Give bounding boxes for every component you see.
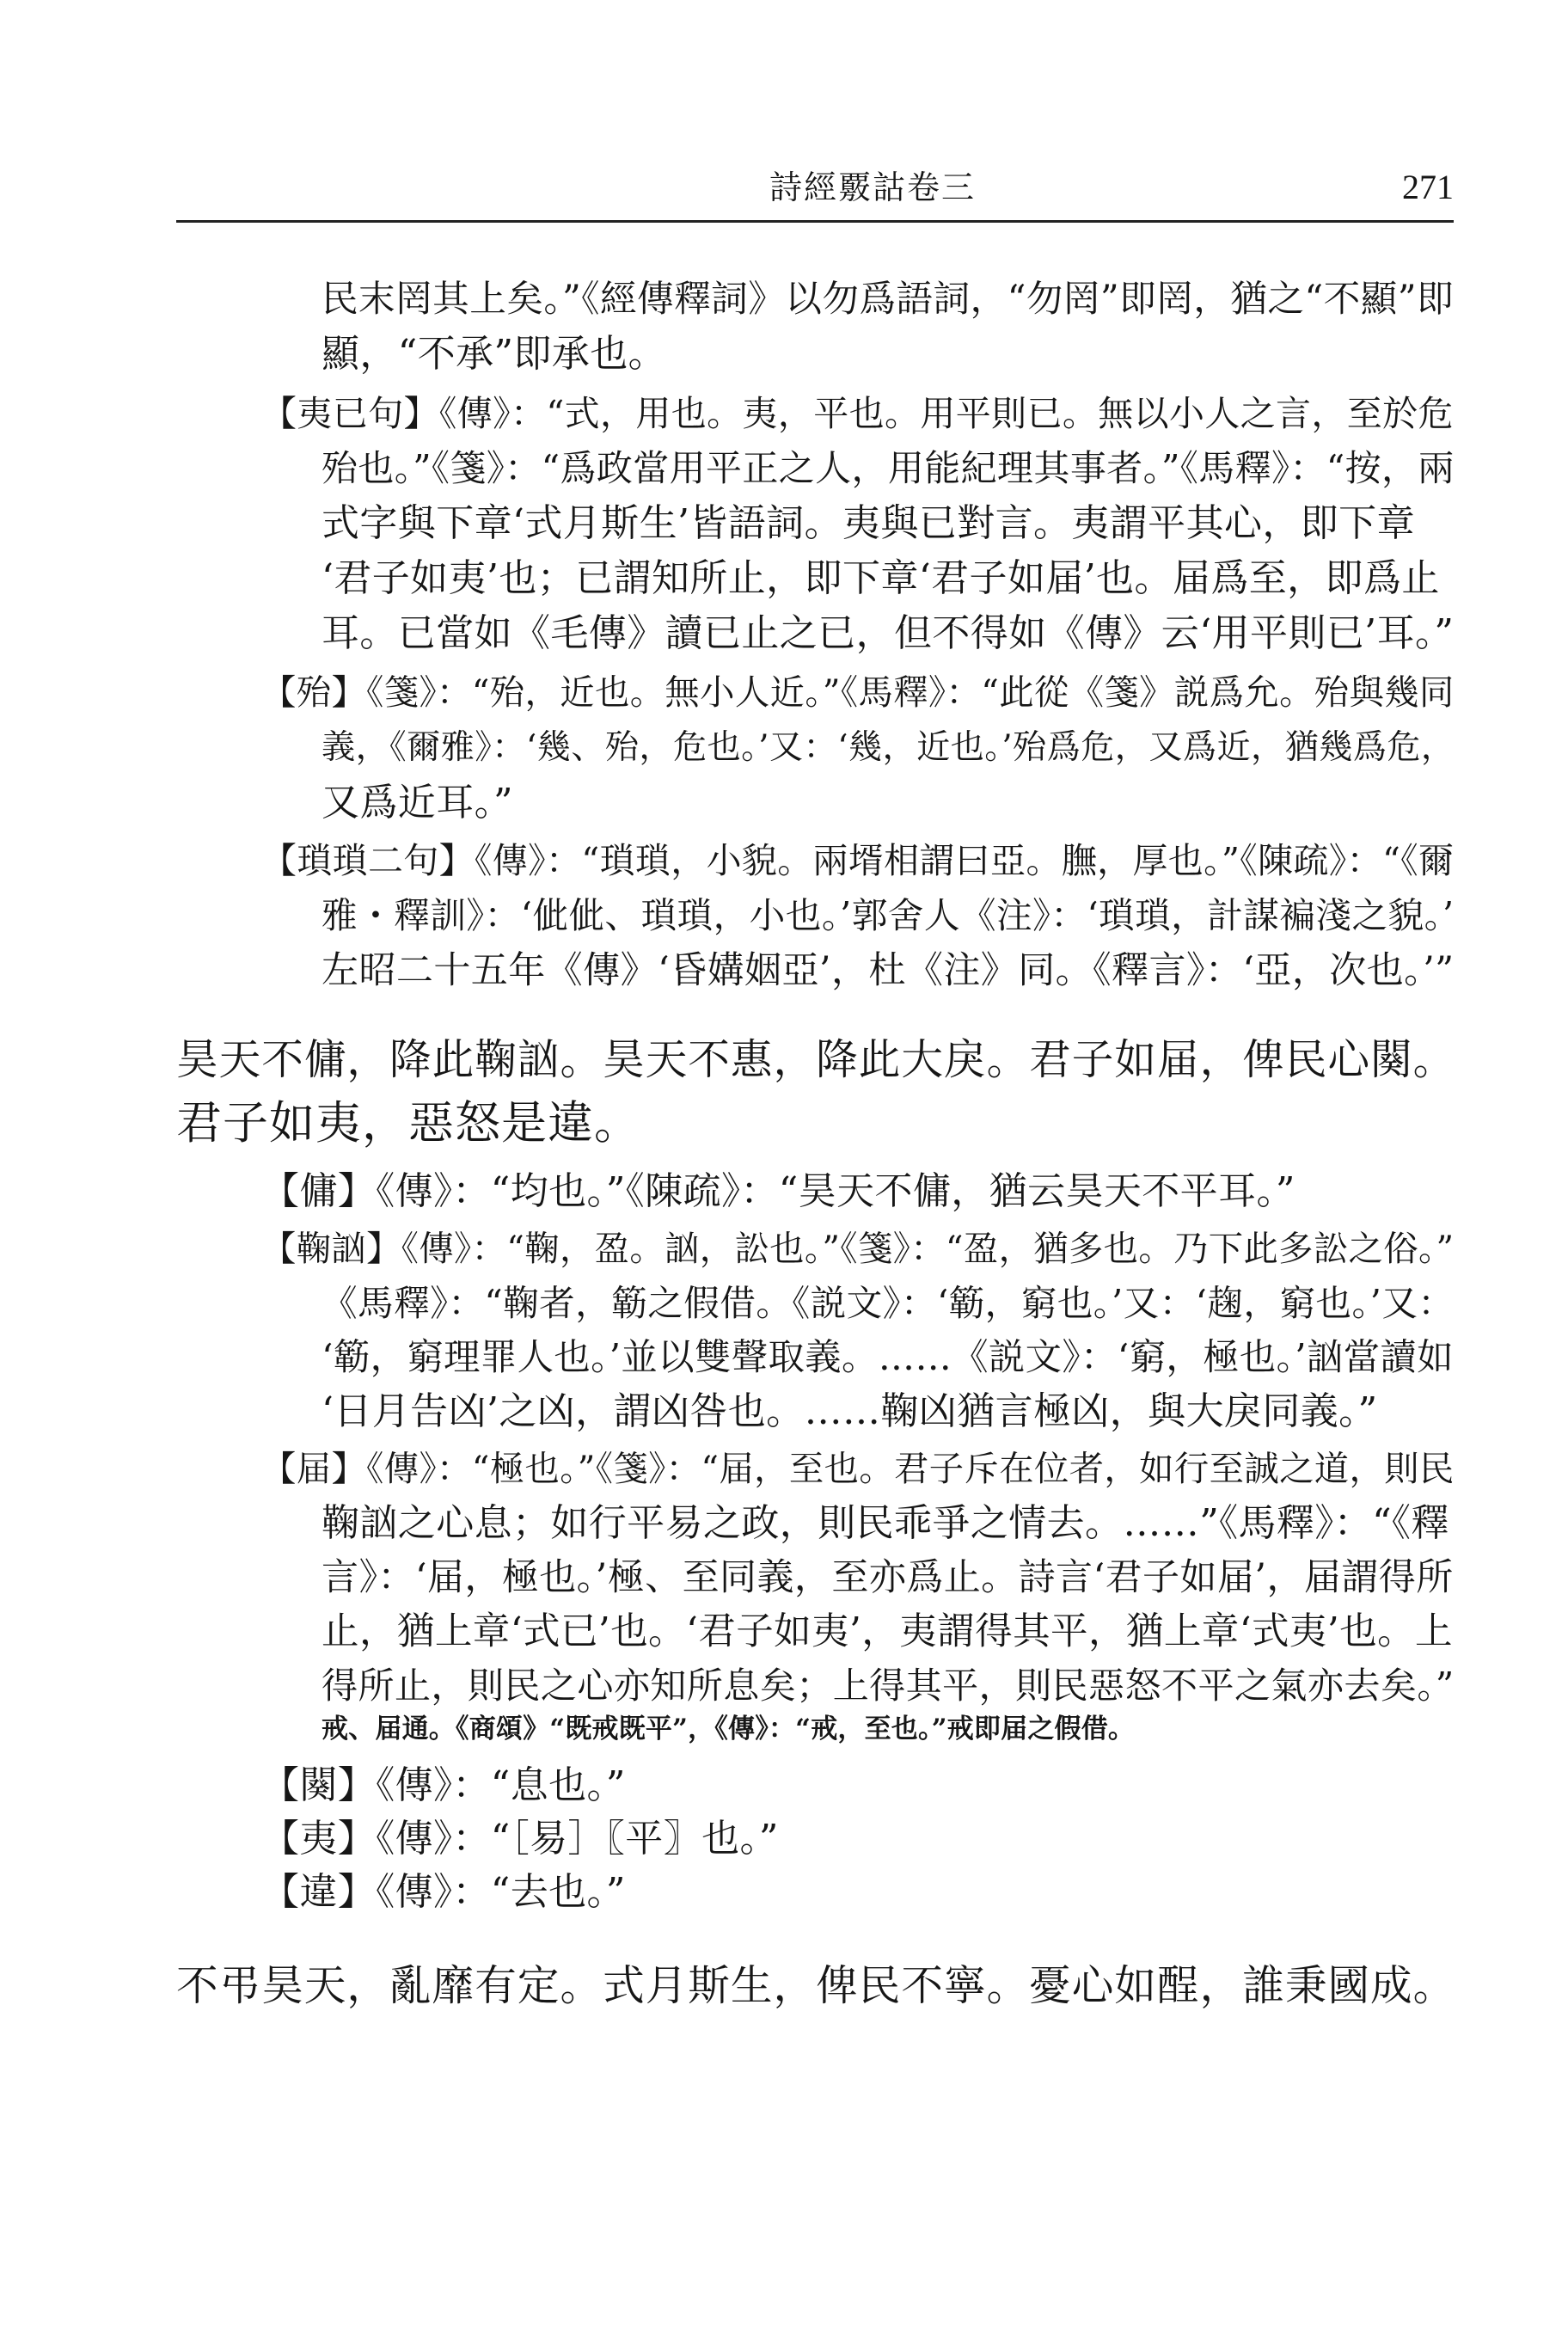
commentary-line: 止，猶上章‘式已’也。‘君子如夷’，夷謂得其平，猶上章‘式夷’也。上 bbox=[322, 1610, 1453, 1653]
subnote-line: 戒、届通。《商頌》“既戒既平”，《傳》：“戒，至也。”戒即届之假借。 bbox=[322, 1714, 1136, 1744]
commentary-line: 耳。已當如《毛傳》讀已止之已，但不得如《傳》云‘用平則已’耳。” bbox=[322, 611, 1455, 655]
commentary-line: 式字與下章‘式月斯生’皆語詞。夷與已對言。夷謂平其心，即下章 bbox=[322, 501, 1415, 545]
commentary-line: 【違】《傳》：“去也。” bbox=[261, 1870, 626, 1914]
commentary-line: 殆也。”《箋》：“爲政當用平正之人，用能紀理其事者。”《馬釋》：“按，兩 bbox=[322, 447, 1455, 489]
commentary-line: 【届】《傳》：“極也。”《箋》：“届，至也。君子斥在位者，如行至誠之道，則民 bbox=[261, 1449, 1455, 1489]
commentary-line: 【瑣瑣二句】《傳》：“瑣瑣，小貌。兩壻相謂曰亞。膴，厚也。”《陳疏》：“《爾 bbox=[261, 840, 1455, 881]
page-number: 271 bbox=[1402, 168, 1454, 206]
verse-line: 昊天不傭，降此鞠訩。昊天不惠，降此大戾。君子如届，俾民心闋。 bbox=[176, 1036, 1456, 1084]
commentary-line: ‘君子如夷’也；已謂知所止，即下章‘君子如届’也。届爲至，即爲止 bbox=[322, 556, 1440, 600]
commentary-line: 【傭】《傳》：“均也。”《陳疏》：“昊天不傭，猶云昊天不平耳。” bbox=[261, 1169, 1295, 1213]
commentary-line: 義，《爾雅》：‘幾、殆，危也。’又：‘幾，近也。’殆爲危，又爲近，猶幾爲危， bbox=[322, 728, 1455, 767]
commentary-line: ‘日月告凶’之凶，謂凶咎也。……鞠凶猶言極凶，與大戾同義。” bbox=[322, 1389, 1378, 1433]
commentary-line: 【夷已句】《傳》：“式，用也。夷，平也。用平則已。無以小人之言，至於危 bbox=[261, 393, 1454, 434]
header-rule bbox=[176, 220, 1454, 223]
running-title: 詩經覈詁卷三 bbox=[769, 169, 976, 206]
commentary-line: 鞠訩之心息；如行平易之政，則民乖爭之情去。……”《馬釋》：“《釋 bbox=[322, 1501, 1449, 1545]
commentary-line: 【鞠訩】《傳》：“鞠，盈。訩，訟也。”《箋》：“盈，猶多也。乃下此多訟之俗。” bbox=[261, 1229, 1455, 1269]
commentary-line: 【夷】《傳》：“［易］〖平〗也。” bbox=[261, 1817, 779, 1861]
commentary-line: 得所止，則民之心亦知所息矣；上得其平，則民惡怒不平之氣亦去矣。” bbox=[322, 1665, 1455, 1707]
commentary-line: 《馬釋》：“鞠者，簕之假借。《説文》：‘簕，窮也。’又：‘趜，窮也。’又： bbox=[322, 1282, 1455, 1324]
commentary-line: 【闋】《傳》：“息也。” bbox=[261, 1763, 626, 1807]
commentary-line: 雅・釋訓》：‘佌佌、瑣瑣，小也。’郭舍人《注》：‘瑣瑣，計謀褊淺之貌。’ bbox=[322, 894, 1455, 936]
commentary-line: 顯，“不承”即承也。 bbox=[322, 332, 666, 376]
verse-line: 君子如夷，惡怒是違。 bbox=[176, 1097, 640, 1150]
verse-line: 不弔昊天，亂靡有定。式月斯生，俾民不寧。憂心如酲，誰秉國成。 bbox=[176, 1962, 1456, 2010]
commentary-line: 民末罔其上矣。”《經傳釋詞》以勿爲語詞，“勿罔”即罔，猶之“不顯”即 bbox=[322, 278, 1454, 321]
commentary-line: ‘簕，窮理罪人也。’並以雙聲取義。……《説文》：‘窮，極也。’訩當讀如 bbox=[322, 1336, 1454, 1378]
commentary-line: 左昭二十五年《傳》‘昏媾姻亞’，杜《注》同。《釋言》：‘亞，次也。’” bbox=[322, 949, 1455, 992]
commentary-line: 【殆】《箋》：“殆，近也。無小人近。”《馬釋》：“此從《箋》説爲允。殆與幾同 bbox=[261, 672, 1455, 713]
commentary-line: 言》：‘届，極也。’極、至同義，至亦爲止。詩言‘君子如届’，届謂得所 bbox=[322, 1556, 1454, 1599]
commentary-line: 又爲近耳。” bbox=[322, 781, 513, 825]
running-head bbox=[176, 162, 1454, 213]
